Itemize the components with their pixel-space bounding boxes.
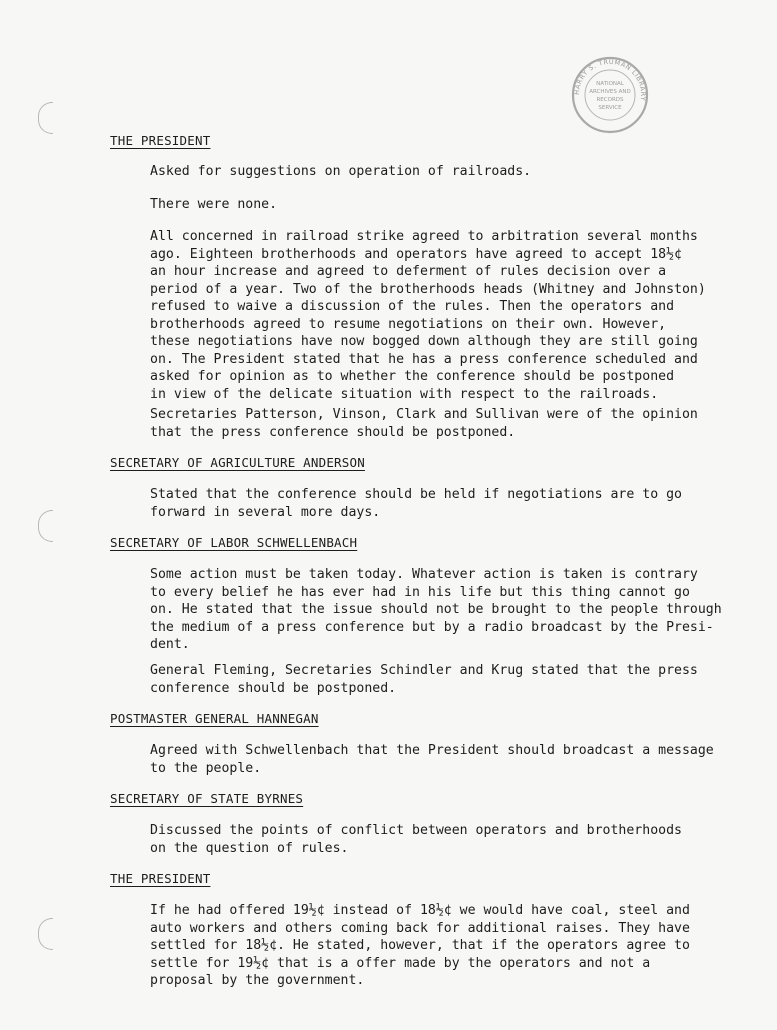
text-line: proposal by the government. [150,973,365,988]
text-line: Stated that the conference should be held if negotiations are to go [150,487,682,502]
punch-hole-mark [38,510,53,542]
text-line: Agreed with Schwellenbach that the President should broadcast a message [150,743,714,758]
text-line: Asked for suggestions on operation of railroads. [150,164,532,179]
text-line: these negotiations have now bogged down although they are still going [150,334,698,349]
stamp-line-2: ARCHIVES AND [589,89,631,95]
paragraph [150,742,740,777]
stamp-line-1: NATIONAL [596,81,624,87]
text-line: auto workers and others coming back for additional raises. They have [150,920,690,936]
stamp-line-3: RECORDS [596,97,624,103]
text-line: period of a year. Two of the brotherhoods heads (Whitney and Johnston) [150,281,706,297]
text-line: that the press conference should be postponed. [150,424,516,440]
text-line: settled for 18½¢. He stated, however, that if the operators agree to [150,938,690,953]
text-line: settle for 19½¢ that is a offer made by the operators and not a [150,955,651,971]
text-line: to the people. [150,760,262,776]
paragraph [150,822,740,857]
svg-text:HARRY S. TRUMAN LIBRARY [573,58,647,102]
paragraph [150,228,740,403]
text-line: on. He stated that the issue should not be brought to the people through [150,602,722,617]
stamp-outer-text: HARRY S. TRUMAN LIBRARY [572,57,648,102]
text-line: in view of the delicate situation with respect to the railroads. [150,386,659,402]
text-line: the medium of a press conference but by a radio broadcast by the Presi- [150,619,714,635]
text-line: ago. Eighteen brotherhoods and operators have agreed to accept 18½¢ [150,246,682,262]
text-line: Some action must be taken today. Whatever action is taken is contrary [150,567,698,582]
paragraph [150,662,740,697]
section-heading: SECRETARY OF LABOR SCHWELLENBACH [110,535,358,550]
section-heading: THE PRESIDENT [110,133,211,148]
paragraph [150,486,740,521]
text-line: There were none. [150,197,278,212]
section-heading: THE PRESIDENT [110,871,211,886]
punch-hole-mark [38,102,53,134]
text-line: Secretaries Patterson, Vinson, Clark and Sullivan were of the opinion [150,407,698,422]
text-line: on the question of rules. [150,840,349,856]
text-line: All concerned in railroad strike agreed to arbitration several months [150,229,698,244]
section-heading: POSTMASTER GENERAL HANNEGAN [110,711,319,726]
section-heading: SECRETARY OF AGRICULTURE ANDERSON [110,455,365,470]
punch-hole-mark [38,918,53,950]
section-heading: SECRETARY OF STATE BYRNES [110,791,304,806]
text-line: asked for opinion as to whether the conference should be postponed [150,369,675,384]
stamp-line-4: SERVICE [598,105,622,111]
text-line: General Fleming, Secretaries Schindler and Krug stated that the press [150,663,698,678]
text-line: an hour increase and agreed to deferment of rules decision over a [150,264,667,279]
text-line: refused to waive a discussion of the rules. Then the operators and [150,299,675,314]
text-line: to every belief he has ever had in his life but this thing cannot go [150,584,690,600]
text-line: brotherhoods agreed to resume negotiations on their own. However, [150,316,667,332]
paragraph [150,196,740,214]
text-line: dent. [150,637,190,652]
paragraph [150,566,740,654]
archives-stamp [570,55,650,135]
text-line: If he had offered 19½¢ instead of 18½¢ we would have coal, steel and [150,903,690,918]
text-line: Discussed the points of conflict between operators and brotherhoods [150,823,682,838]
paragraph [150,163,740,181]
paragraph [150,902,740,990]
text-line: forward in several more days. [150,504,381,520]
paragraph [150,406,740,441]
text-line: on. The President stated that he has a press conference scheduled and [150,351,698,367]
text-line: conference should be postponed. [150,680,397,696]
